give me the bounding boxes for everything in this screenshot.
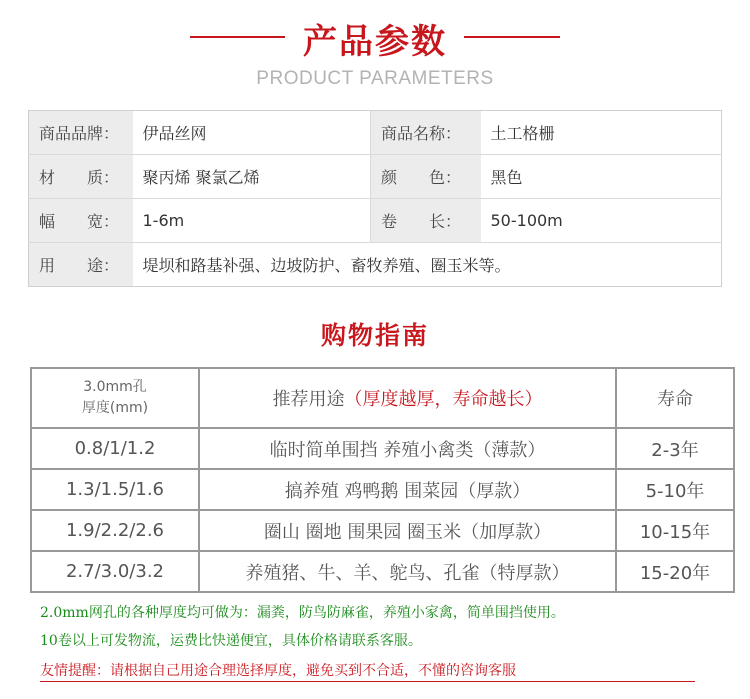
param-value: 堤坝和路基补强、边坡防护、畜牧养殖、圈玉米等。 bbox=[142, 256, 511, 275]
table-row bbox=[31, 469, 734, 510]
parameters-table bbox=[28, 110, 722, 287]
page-title: 产品参数 bbox=[303, 22, 447, 62]
param-label: 卷 长： bbox=[371, 199, 481, 243]
section-header bbox=[0, 0, 750, 100]
reminder-underline bbox=[40, 681, 695, 682]
header-thickness-line2: 厚度(mm) bbox=[81, 400, 149, 416]
use-cell: 临时简单围挡 养殖小禽类（薄款） bbox=[199, 428, 616, 469]
table-row bbox=[31, 551, 734, 592]
shopping-guide-table bbox=[30, 367, 735, 593]
param-value: 黑色 bbox=[481, 155, 722, 199]
param-value: 聚丙烯 聚氯乙烯 bbox=[133, 155, 371, 199]
param-value: 伊品丝网 bbox=[133, 111, 371, 155]
thickness-cell: 1.9/2.2/2.6 bbox=[31, 510, 199, 551]
header-life: 寿命 bbox=[616, 368, 734, 428]
life-cell: 5-10年 bbox=[616, 469, 734, 510]
param-label: 商品名称： bbox=[371, 111, 481, 155]
use-cell: 搞养殖 鸡鸭鹅 围菜园（厚款） bbox=[199, 469, 616, 510]
param-row bbox=[29, 243, 722, 287]
table-row bbox=[31, 510, 734, 551]
param-label: 幅 宽： bbox=[29, 199, 133, 243]
thickness-cell: 0.8/1/1.2 bbox=[31, 428, 199, 469]
guide-header-row bbox=[31, 368, 734, 428]
header-rule-right bbox=[464, 36, 560, 38]
param-label: 材 质： bbox=[29, 155, 133, 199]
param-row bbox=[29, 199, 722, 243]
use-cell: 圈山 圈地 围果园 圈玉米（加厚款） bbox=[199, 510, 616, 551]
reminder-text: 友情提醒：请根据自己用途合理选择厚度，避免买到不合适，不懂的咨询客服 bbox=[40, 663, 516, 679]
param-label: 商品品牌： bbox=[29, 111, 133, 155]
life-cell: 15-20年 bbox=[616, 551, 734, 592]
param-label: 颜 色： bbox=[371, 155, 481, 199]
header-thickness-line1: 3.0mm孔 bbox=[83, 379, 147, 395]
note-shipping: 10卷以上可发物流，运费比快递便宜，具体价格请联系客服。 bbox=[40, 633, 422, 649]
use-cell: 养殖猪、牛、羊、鸵鸟、孔雀（特厚款） bbox=[199, 551, 616, 592]
header-use bbox=[199, 368, 616, 428]
param-label: 用 途： bbox=[29, 243, 133, 287]
page-subtitle: PRODUCT PARAMETERS bbox=[256, 68, 494, 89]
life-cell: 2-3年 bbox=[616, 428, 734, 469]
param-value: 1-6m bbox=[133, 199, 371, 243]
life-cell: 10-15年 bbox=[616, 510, 734, 551]
thickness-cell: 2.7/3.0/3.2 bbox=[31, 551, 199, 592]
param-value: 土工格栅 bbox=[481, 111, 722, 155]
param-row bbox=[29, 155, 722, 199]
param-value: 50-100m bbox=[481, 199, 722, 243]
header-thickness bbox=[31, 368, 199, 428]
thickness-cell: 1.3/1.5/1.6 bbox=[31, 469, 199, 510]
table-row bbox=[31, 428, 734, 469]
shopping-guide-title: 购物指南 bbox=[320, 321, 429, 350]
param-row bbox=[29, 111, 722, 155]
header-use-label: 推荐用途 bbox=[272, 389, 345, 410]
note-mesh-usage: 2.0mm网孔的各种厚度均可做为：漏粪，防鸟防麻雀，养殖小家禽，简单围挡使用。 bbox=[40, 605, 565, 621]
header-use-note: （厚度越厚，寿命越长） bbox=[344, 389, 543, 410]
